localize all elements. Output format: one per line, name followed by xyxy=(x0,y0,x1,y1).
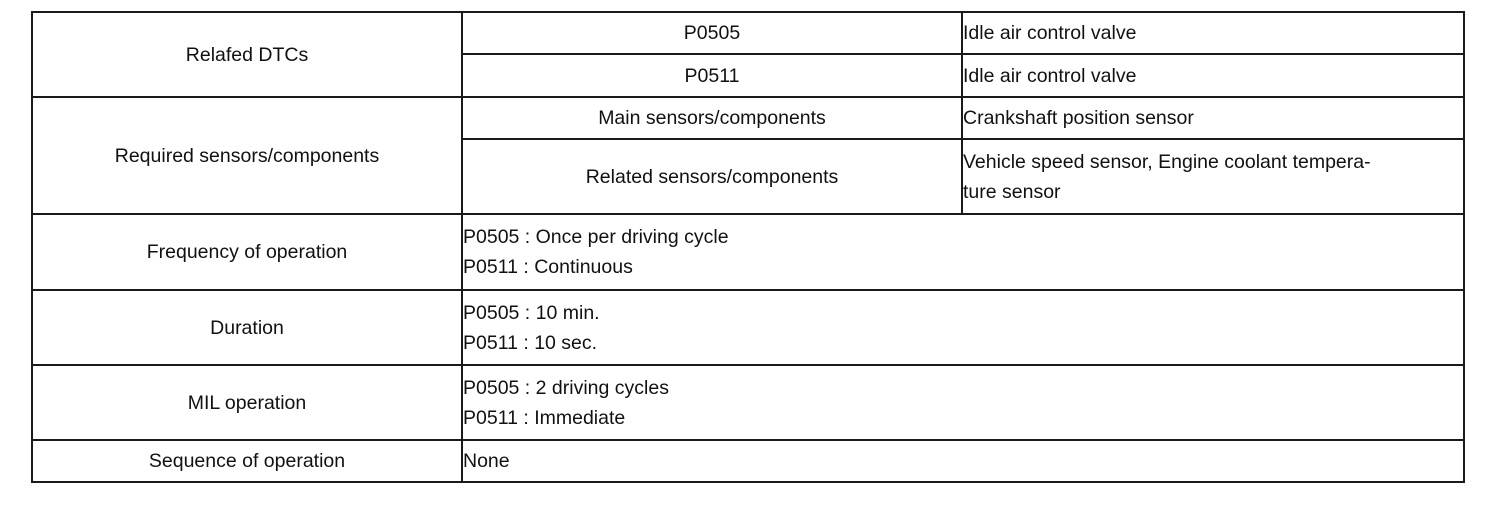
dtc-code-p0511: P0511 xyxy=(462,54,962,97)
duration-line-p0511: P0511 : 10 sec. xyxy=(463,331,598,354)
related-sensors-value-line1: Vehicle speed sensor, Engine coolant tempera- xyxy=(963,150,1371,173)
duration-line-p0505: P0505 : 10 min. xyxy=(463,301,600,324)
table-row xyxy=(32,97,1464,139)
main-sensors-label: Main sensors/components xyxy=(462,97,962,139)
dtc-code-p0505: P0505 xyxy=(462,12,962,54)
mil-line-p0505: P0505 : 2 driving cycles xyxy=(463,376,669,399)
sequence-label: Sequence of operation xyxy=(32,440,462,482)
related-dtcs-label: Relafed DTCs xyxy=(32,12,462,97)
frequency-line-p0505: P0505 : Once per driving cycle xyxy=(463,226,729,248)
sequence-value: None xyxy=(462,440,1464,482)
table-row xyxy=(32,365,1464,440)
related-sensors-value xyxy=(962,139,1464,214)
dtc-description-p0511: Idle air control valve xyxy=(962,54,1464,97)
dtc-description-p0505: Idle air control valve xyxy=(962,12,1464,54)
duration-value xyxy=(462,290,1464,365)
related-sensors-label: Related sensors/components xyxy=(462,139,962,214)
duration-label: Duration xyxy=(32,290,462,365)
mil-operation-value xyxy=(462,365,1464,440)
required-sensors-label: Required sensors/components xyxy=(32,97,462,214)
frequency-value xyxy=(462,214,1464,290)
mil-operation-label: MIL operation xyxy=(32,365,462,440)
main-sensors-value: Crankshaft position sensor xyxy=(962,97,1464,139)
dtc-spec-table xyxy=(31,11,1465,483)
frequency-line-p0511: P0511 : Continuous xyxy=(463,256,633,278)
table-row xyxy=(32,290,1464,365)
frequency-label: Frequency of operation xyxy=(32,214,462,290)
table-row xyxy=(32,440,1464,482)
table-row xyxy=(32,214,1464,290)
mil-line-p0511: P0511 : Immediate xyxy=(463,406,626,429)
related-sensors-value-line2: ture sensor xyxy=(963,180,1061,203)
table-row xyxy=(32,12,1464,54)
